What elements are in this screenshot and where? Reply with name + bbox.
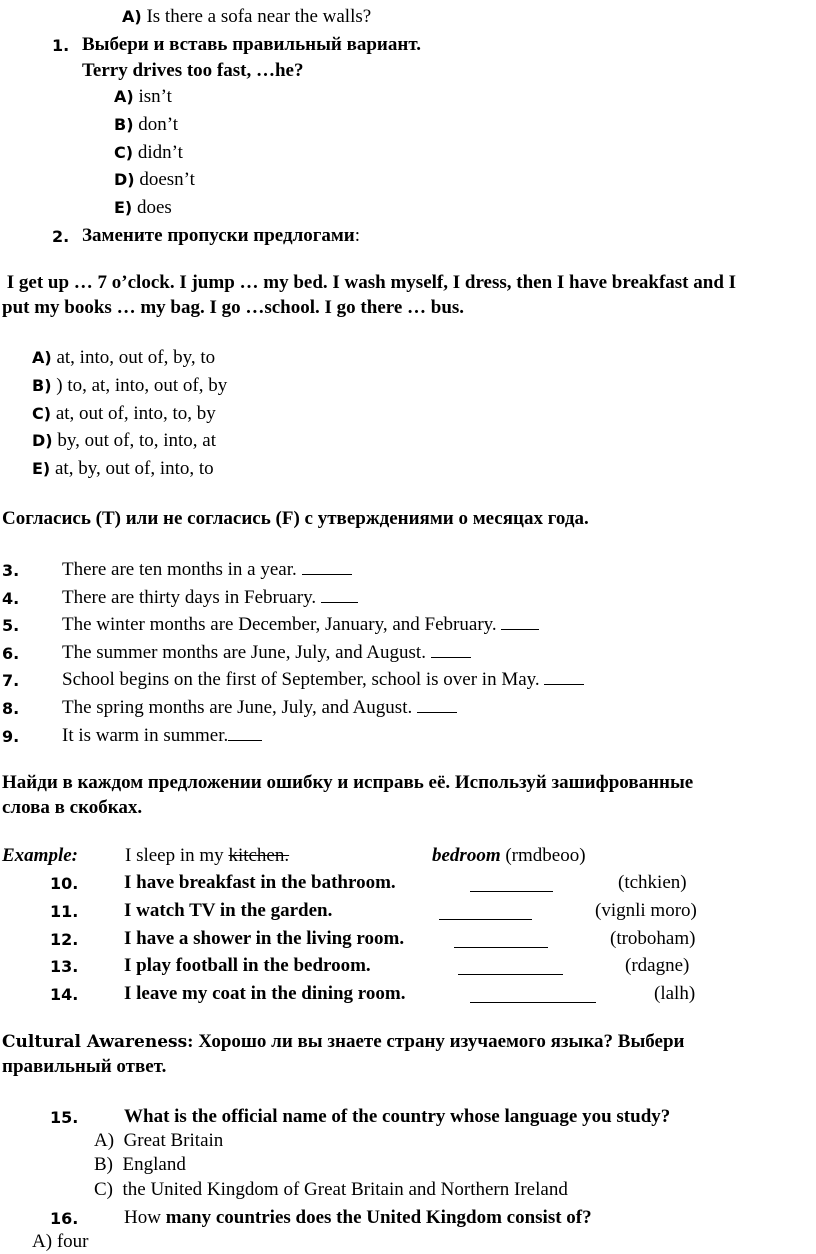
option-text: ) to, at, into, out of, by bbox=[56, 375, 228, 396]
example-label: Example: bbox=[2, 845, 78, 866]
tf-statement-6 bbox=[62, 642, 471, 664]
option-text: doesn’t bbox=[139, 169, 195, 190]
tf-number-8: 8. bbox=[2, 699, 20, 718]
errors-instruction-line-2: слова в скобках. bbox=[2, 797, 143, 818]
culture-heading-prefix: Cultural Awareness: bbox=[2, 1032, 194, 1052]
statement-text: The summer months are June, July, and August. bbox=[62, 642, 431, 663]
q2-option-a bbox=[32, 347, 215, 369]
q2-option-e bbox=[32, 458, 214, 480]
answer-blank[interactable] bbox=[302, 559, 352, 575]
option-label: A) bbox=[94, 1130, 115, 1151]
option-text: England bbox=[122, 1154, 186, 1175]
culture-heading bbox=[2, 1031, 684, 1053]
statement-text: The winter months are December, January, and February. bbox=[62, 614, 502, 635]
option-text: does bbox=[137, 197, 172, 218]
question-number-16: 16. bbox=[50, 1209, 79, 1228]
answer-blank[interactable] bbox=[228, 725, 262, 741]
q2-option-d bbox=[32, 430, 216, 452]
q15-option-a bbox=[94, 1130, 223, 1152]
example-answer bbox=[432, 845, 586, 867]
tf-statement-3 bbox=[62, 559, 352, 581]
example-struck-word: kitchen. bbox=[228, 845, 290, 866]
option-label: B) bbox=[32, 376, 52, 395]
tf-number-3: 3. bbox=[2, 561, 20, 580]
q15-text: What is the official name of the country whose language you study? bbox=[124, 1106, 671, 1127]
tf-number-6: 6. bbox=[2, 644, 20, 663]
tf-statement-4 bbox=[62, 587, 358, 609]
error-answer-blank-13[interactable] bbox=[458, 959, 563, 975]
tf-instruction: Согласись (T) или не согласись (F) с утверждениями о месяцах года. bbox=[2, 508, 589, 529]
option-text: the United Kingdom of Great Britain and Northern Ireland bbox=[122, 1179, 568, 1200]
q1-option-a bbox=[114, 86, 172, 108]
q15-option-c bbox=[94, 1179, 568, 1201]
q16-text bbox=[124, 1207, 592, 1229]
statement-text: There are ten months in a year. bbox=[62, 559, 302, 580]
option-text: by, out of, to, into, at bbox=[57, 430, 217, 451]
error-sentence-13: I play football in the bedroom. bbox=[124, 955, 371, 976]
option-label: A) bbox=[32, 1231, 53, 1252]
q16-text-prefix: How bbox=[124, 1207, 166, 1228]
culture-heading-rest: Хорошо ли вы знаете страну изучаемого языка? Выбери bbox=[193, 1031, 685, 1052]
q2-instruction-text: Замените пропуски предлогами bbox=[82, 225, 355, 246]
option-text: at, out of, into, to, by bbox=[55, 403, 216, 424]
q1-option-c bbox=[114, 142, 183, 164]
error-answer-blank-14[interactable] bbox=[470, 987, 596, 1003]
q1-stem: Terry drives too fast, …he? bbox=[82, 60, 304, 81]
option-label: A) bbox=[114, 87, 134, 106]
q0-option-a bbox=[122, 6, 371, 28]
error-number-12: 12. bbox=[50, 930, 79, 949]
error-number-11: 11. bbox=[50, 902, 79, 921]
option-text: didn’t bbox=[137, 142, 183, 163]
q2-instruction bbox=[82, 225, 360, 247]
answer-blank[interactable] bbox=[417, 697, 457, 713]
q1-instruction: Выбери и вставь правильный вариант. bbox=[82, 34, 421, 55]
q1-option-d bbox=[114, 169, 195, 191]
option-label: A) bbox=[122, 7, 142, 26]
error-sentence-10: I have breakfast in the bathroom. bbox=[124, 872, 396, 893]
question-number-15: 15. bbox=[50, 1108, 79, 1127]
option-label: A) bbox=[32, 348, 52, 367]
error-hint-10: (tchkien) bbox=[618, 872, 687, 893]
errors-instruction-line-1: Найди в каждом предложении ошибку и исправь её. Используй зашифрованные bbox=[2, 772, 694, 793]
tf-number-4: 4. bbox=[2, 589, 20, 608]
q16-text-bold: many countries does the United Kingdom consist of? bbox=[165, 1207, 592, 1228]
option-label: E) bbox=[114, 198, 133, 217]
answer-blank[interactable] bbox=[544, 669, 584, 685]
example-answer-word: bedroom bbox=[432, 845, 501, 866]
error-sentence-11: I watch TV in the garden. bbox=[124, 900, 333, 921]
statement-text: There are thirty days in February. bbox=[62, 587, 321, 608]
error-number-10: 10. bbox=[50, 874, 79, 893]
option-text: don’t bbox=[138, 114, 179, 135]
option-text: four bbox=[56, 1231, 89, 1252]
option-text: at, into, out of, by, to bbox=[56, 347, 216, 368]
example-sentence bbox=[125, 845, 289, 867]
example-hint: (rmdbeoo) bbox=[505, 845, 586, 866]
error-hint-13: (rdagne) bbox=[625, 955, 690, 976]
error-sentence-14: I leave my coat in the dining room. bbox=[124, 983, 406, 1004]
option-label: C) bbox=[32, 404, 52, 423]
option-text: Great Britain bbox=[123, 1130, 224, 1151]
option-text: isn’t bbox=[138, 86, 172, 107]
tf-number-5: 5. bbox=[2, 616, 20, 635]
q1-option-e bbox=[114, 197, 172, 219]
q2-option-c bbox=[32, 403, 216, 425]
q2-instruction-colon: : bbox=[354, 225, 361, 246]
q16-option-a bbox=[32, 1231, 88, 1253]
error-answer-blank-11[interactable] bbox=[439, 904, 532, 920]
tf-statement-5 bbox=[62, 614, 539, 636]
question-number-1: 1. bbox=[52, 36, 70, 55]
option-label: E) bbox=[32, 459, 51, 478]
error-answer-blank-10[interactable] bbox=[470, 876, 553, 892]
option-label: B) bbox=[114, 115, 134, 134]
option-label: D) bbox=[114, 170, 135, 189]
tf-number-9: 9. bbox=[2, 727, 20, 746]
error-sentence-12: I have a shower in the living room. bbox=[124, 928, 405, 949]
error-hint-11: (vignli moro) bbox=[595, 900, 697, 921]
q2-passage-line-1: I get up … 7 o’clock. I jump … my bed. I wash myself, I dress, then I have breakfast and I bbox=[2, 272, 737, 293]
option-label: C) bbox=[94, 1179, 113, 1200]
option-label: D) bbox=[32, 431, 53, 450]
statement-text: The spring months are June, July, and August. bbox=[62, 697, 417, 718]
q2-passage-line-2: put my books … my bag. I go …school. I go there … bus. bbox=[2, 297, 465, 318]
answer-blank[interactable] bbox=[431, 642, 471, 658]
option-label: C) bbox=[114, 143, 134, 162]
error-number-13: 13. bbox=[50, 957, 79, 976]
option-label: B) bbox=[94, 1154, 113, 1175]
tf-statement-8 bbox=[62, 697, 457, 719]
statement-text: It is warm in summer. bbox=[62, 725, 229, 746]
tf-statement-7 bbox=[62, 669, 584, 691]
q15-option-b bbox=[94, 1154, 186, 1176]
q2-option-b bbox=[32, 375, 227, 397]
q1-option-b bbox=[114, 114, 178, 136]
error-hint-14: (lalh) bbox=[654, 983, 696, 1004]
tf-number-7: 7. bbox=[2, 671, 20, 690]
error-number-14: 14. bbox=[50, 985, 79, 1004]
option-text: at, by, out of, into, to bbox=[55, 458, 214, 479]
answer-blank[interactable] bbox=[321, 587, 358, 603]
statement-text: School begins on the first of September, school is over in May. bbox=[62, 669, 545, 690]
option-text: Is there a sofa near the walls? bbox=[146, 6, 372, 27]
culture-heading-line-2: правильный ответ. bbox=[2, 1056, 167, 1077]
error-hint-12: (troboham) bbox=[610, 928, 696, 949]
answer-blank[interactable] bbox=[501, 614, 539, 630]
example-text: I sleep in my bbox=[125, 845, 229, 866]
error-answer-blank-12[interactable] bbox=[454, 932, 548, 948]
question-number-2: 2. bbox=[52, 227, 70, 246]
tf-statement-9 bbox=[62, 725, 262, 747]
